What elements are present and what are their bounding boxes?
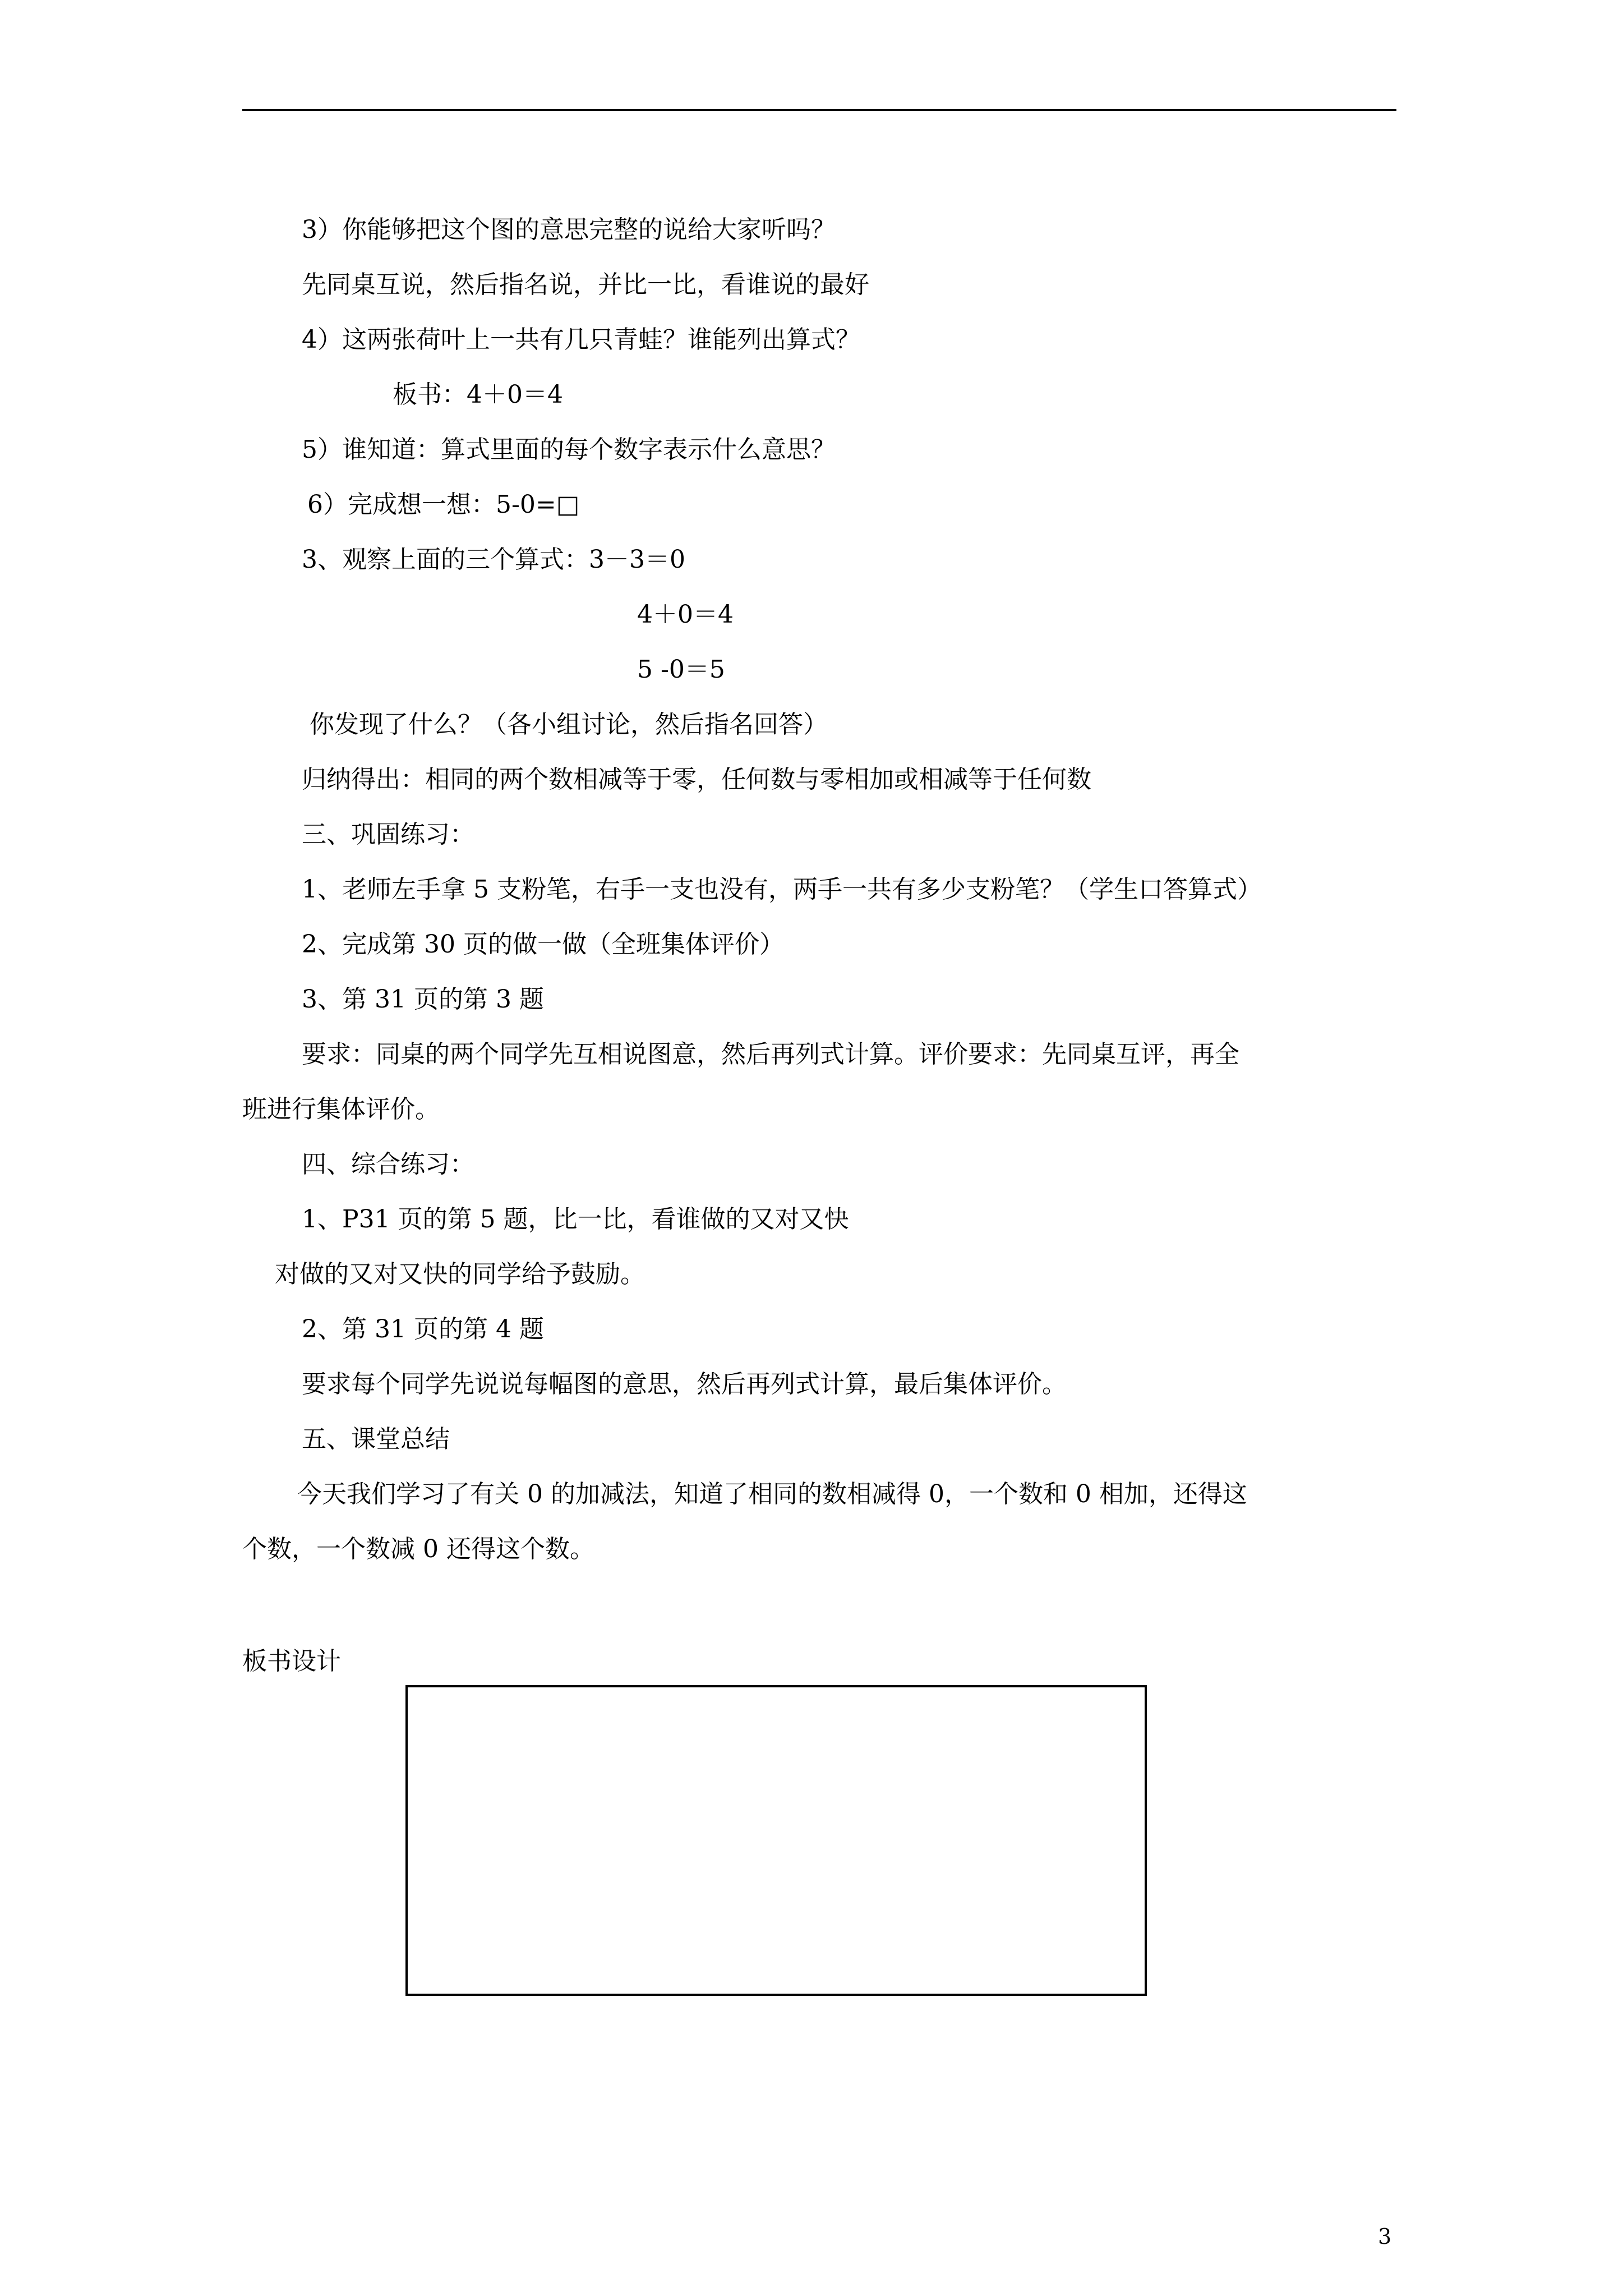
text-line-17: 班进行集体评价。 [242,1095,440,1124]
board-design-label: 板书设计 [242,1647,341,1676]
page-number: 3 [1378,2224,1392,2249]
text-line-21: 2、第 31 页的第 4 题 [302,1315,544,1343]
text-line-14: 2、完成第 30 页的做一做（全班集体评价） [302,930,784,959]
text-line-4: 板书：4＋0＝4 [393,380,563,409]
text-line-1: 3）你能够把这个图的意思完整的说给大家听吗？ [302,215,836,244]
text-line-22: 要求每个同学先说说每幅图的意思，然后再列式计算，最后集体评价。 [302,1370,1067,1398]
text-line-19: 1、P31 页的第 5 题，比一比，看谁做的又对又快 [302,1205,849,1234]
text-line-3: 4）这两张荷叶上一共有几只青蛙？谁能列出算式？ [302,325,860,354]
text-line-2: 先同桌互说，然后指名说，并比一比，看谁说的最好 [302,270,869,299]
text-line-8: 4＋0＝4 [637,600,734,629]
header-rule [242,109,1396,111]
text-line-25: 个数，一个数减 0 还得这个数。 [242,1535,594,1563]
text-line-7: 3、观察上面的三个算式：3－3＝0 [302,545,685,574]
text-line-11: 归纳得出：相同的两个数相减等于零，任何数与零相加或相减等于任何数 [302,765,1091,794]
text-line-24: 今天我们学习了有关 0 的加减法，知道了相同的数相减得 0，一个数和 0 相加，还得这 [297,1480,1247,1508]
text-line-9: 5 -0＝5 [637,655,725,684]
section-heading-4: 四、综合练习： [302,1150,474,1179]
section-heading-5: 五、课堂总结 [302,1425,450,1453]
text-line-16: 要求：同桌的两个同学先互相说图意，然后再列式计算。评价要求：先同桌互评，再全 [302,1040,1239,1069]
text-line-15: 3、第 31 页的第 3 题 [302,985,544,1014]
board-design-box [405,1685,1147,1996]
text-line-20: 对做的又对又快的同学给予鼓励。 [275,1260,645,1289]
section-heading-3: 三、巩固练习： [302,820,474,849]
text-line-6: 6）完成想一想：5-0=□ [307,490,580,519]
text-line-10: 你发现了什么？（各小组讨论，然后指名回答） [310,710,828,739]
text-line-5: 5）谁知道：算式里面的每个数字表示什么意思？ [302,435,836,464]
text-line-13: 1、老师左手拿 5 支粉笔，右手一支也没有，两手一共有多少支粉笔？（学生口答算式） [302,875,1262,904]
